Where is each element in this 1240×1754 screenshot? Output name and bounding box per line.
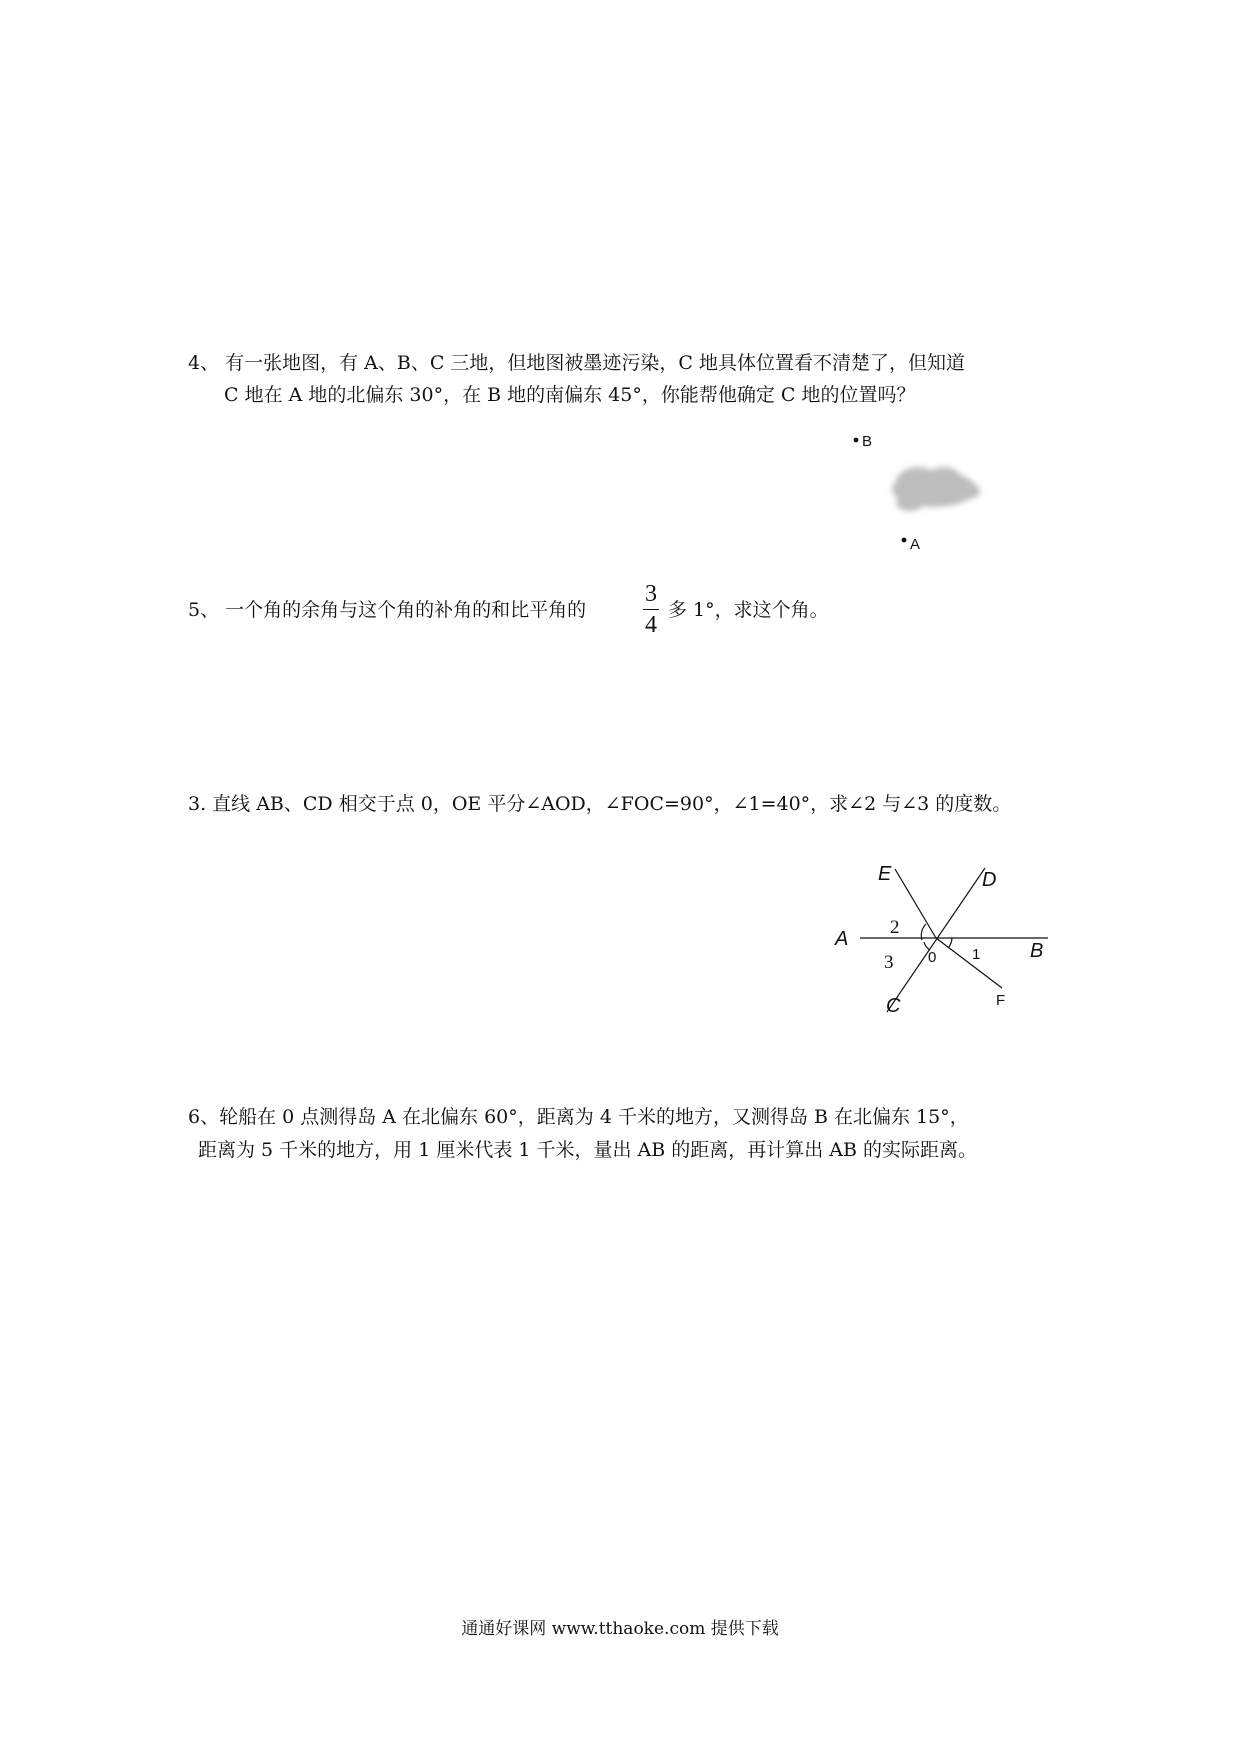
label-b: B: [1030, 940, 1044, 962]
label-f: F: [996, 992, 1006, 1009]
q4-map-figure: [840, 425, 1000, 555]
label-a: A: [835, 928, 849, 950]
q4-line-1: 4、 有一张地图，有 A、B、C 三地，但地图被墨迹污染，C 地具体位置看不清楚了，但知道: [188, 352, 966, 374]
q6-line-2: 距离为 5 千米的地方，用 1 厘米代表 1 千米，量出 AB 的距离，再计算出 AB 的实际距离。: [198, 1139, 978, 1161]
ray-of: [936, 938, 1002, 988]
line-cd: [887, 868, 985, 1012]
q5-text-before: 5、 一个角的余角与这个角的补角的和比平角的: [188, 599, 587, 621]
q6-line-1: 6、轮船在 0 点测得岛 A 在北偏东 60°，距离为 4 千米的地方，又测得岛 B 在北偏东 15°，: [188, 1106, 969, 1128]
q3-angle-figure: [830, 862, 1060, 1022]
label-o: 0: [928, 949, 937, 966]
point-a-dot: [902, 538, 907, 543]
angle-2-label: 2: [890, 917, 900, 938]
q3-text: 3. 直线 AB、CD 相交于点 0，OE 平分∠AOD，∠FOC=90°，∠1=40°，求∠2 与∠3 的度数。: [188, 793, 1012, 815]
q4-line-2: C 地在 A 地的北偏东 30°，在 B 地的南偏东 45°，你能帮他确定 C 地的位置吗？: [224, 384, 916, 406]
fraction-denominator: 4: [645, 612, 657, 638]
ray-oe: [895, 869, 936, 938]
angle-3-label: 3: [884, 952, 894, 973]
point-b-label: B: [862, 433, 873, 450]
label-e: E: [878, 863, 892, 885]
point-b-dot: [854, 438, 859, 443]
q5-text-after: 多 1°，求这个角。: [668, 599, 829, 621]
point-a-label: A: [910, 536, 921, 553]
angle-1-arc: [948, 938, 952, 948]
label-c: C: [886, 995, 901, 1017]
q5-fraction: [643, 582, 659, 637]
fraction-bar: [643, 609, 659, 610]
footer-credit: 通通好课网 www.tthaoke.com 提供下载: [461, 1619, 779, 1639]
angle-1-label: 1: [972, 946, 981, 963]
fraction-numerator: 3: [645, 581, 657, 607]
label-d: D: [982, 869, 997, 891]
ink-stain-blot: [892, 467, 980, 511]
